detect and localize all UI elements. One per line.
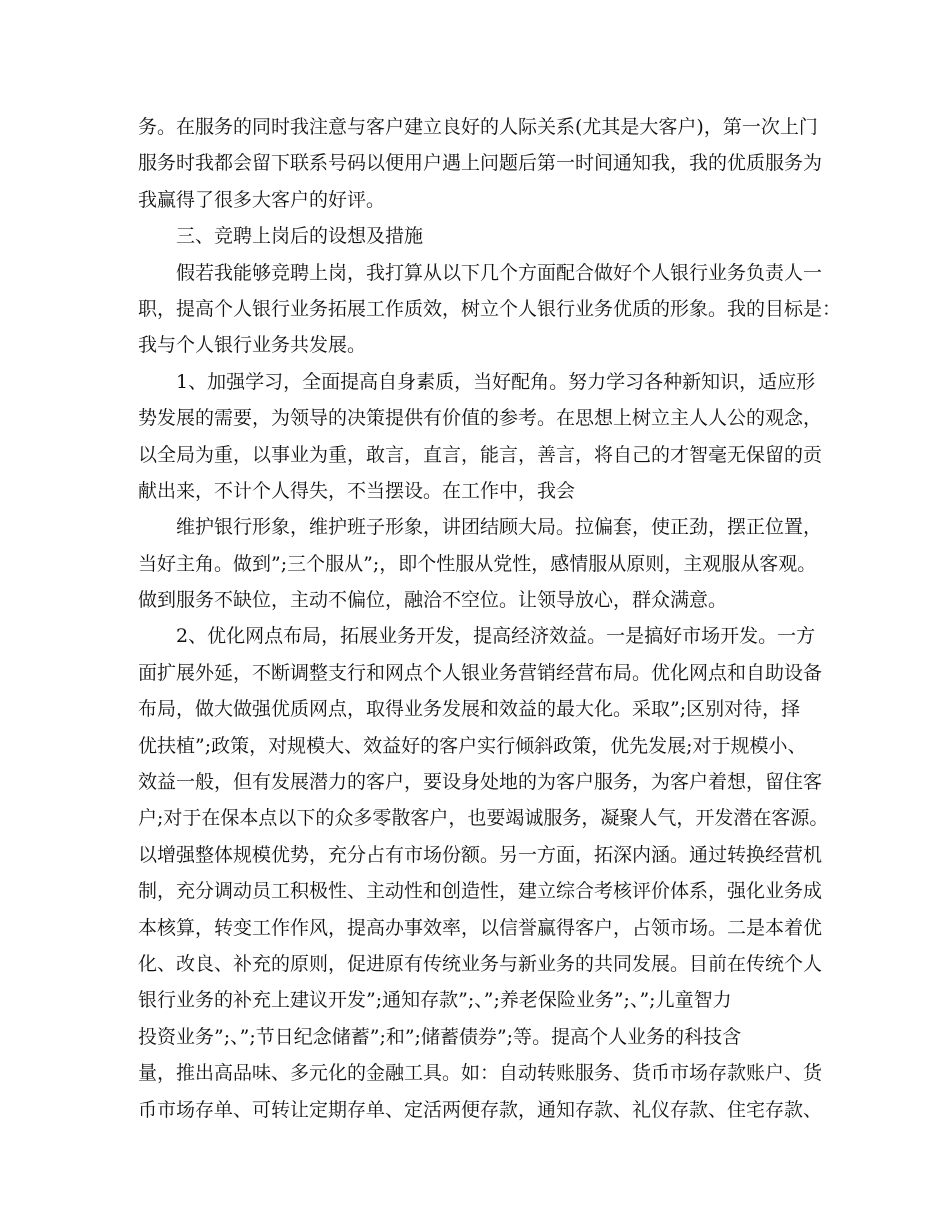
text-line: 化、改良、补充的原则，促进原有传统业务与新业务的共同发展。目前在传统个人	[138, 952, 823, 975]
text-line: 制，充分调动员工积极性、主动性和创造性，建立综合考核评价体系，强化业务成	[138, 880, 823, 903]
text-line: 维护银行形象，维护班子形象，讲团结顾大局。拉偏套，使正劲，摆正位置，	[176, 516, 823, 539]
text-line: 优扶植”;政策，对规模大、效益好的客户实行倾斜政策，优先发展;对于规模小、	[138, 734, 807, 757]
text-line: 效益一般，但有发展潜力的客户，要设身处地的为客户服务，为客户着想，留住客	[138, 771, 823, 794]
section-heading: 三、竞聘上岗后的设想及措施	[176, 225, 424, 248]
text-line: 献出来，不计个人得失，不当摆设。在工作中，我会	[138, 479, 576, 502]
text-line: 银行业务的补充上建议开发”;通知存款”;、”;养老保险业务”;、”;儿童智力	[138, 989, 732, 1012]
text-line: 当好主角。做到”;三个服从”;，即个性服从党性，感情服从原则，主观服从客观。	[138, 552, 817, 575]
text-line: 布局，做大做强优质网点，取得业务发展和效益的最大化。采取”;区别对待，择	[138, 698, 801, 721]
text-line: 势发展的需要，为领导的决策提供有价值的参考。在思想上树立主人人公的观念，	[138, 407, 823, 430]
text-line: 我与个人银行业务共发展。	[138, 334, 367, 357]
text-line: 我赢得了很多大客户的好评。	[138, 188, 386, 211]
text-line: 户;对于在保本点以下的众多零散客户，也要竭诚服务，凝聚人气，开发潜在客源。	[138, 807, 829, 830]
text-line: 2、优化网点布局，拓展业务开发，提高经济效益。一是搞好市场开发。一方	[176, 625, 816, 648]
text-line: 投资业务”;、”;节日纪念储蓄”;和”;储蓄债券”;等。提高个人业务的科技含	[138, 1025, 742, 1048]
text-line: 服务时我都会留下联系号码以便用户遇上问题后第一时间通知我，我的优质服务为	[138, 152, 823, 175]
text-line: 币市场存单、可转让定期存单、定活两便存款，通知存款、礼仪存款、住宅存款、	[138, 1098, 823, 1121]
document-page	[138, 109, 842, 1128]
text-line: 面扩展外延，不断调整支行和网点个人银业务营销经营布局。优化网点和自助设备	[138, 661, 823, 684]
text-line: 以增强整体规模优势，充分占有市场份额。另一方面，拓深内涵。通过转换经营机	[138, 843, 823, 866]
text-line: 做到服务不缺位，主动不偏位，融洽不空位。让领导放心，群众满意。	[138, 589, 728, 612]
text-line: 以全局为重，以事业为重，敢言，直言，能言，善言，将自己的才智毫无保留的贡	[138, 443, 823, 466]
text-line: 1、加强学习，全面提高自身素质，当好配角。努力学习各种新知识，适应形	[176, 370, 816, 393]
text-line: 务。在服务的同时我注意与客户建立良好的人际关系(尤其是大客户)，第一次上门	[138, 116, 818, 138]
text-line: 量，推出高品味、多元化的金融工具。如：自动转账服务、货币市场存款账户、货	[138, 1062, 823, 1085]
text-line: 职，提高个人银行业务拓展工作质效，树立个人银行业务优质的形象。我的目标是：	[138, 297, 842, 320]
text-line: 假若我能够竞聘上岗，我打算从以下几个方面配合做好个人银行业务负责人一	[176, 261, 823, 284]
text-line: 本核算，转变工作作风，提高办事效率，以信誉赢得客户，占领市场。二是本着优	[138, 916, 823, 939]
